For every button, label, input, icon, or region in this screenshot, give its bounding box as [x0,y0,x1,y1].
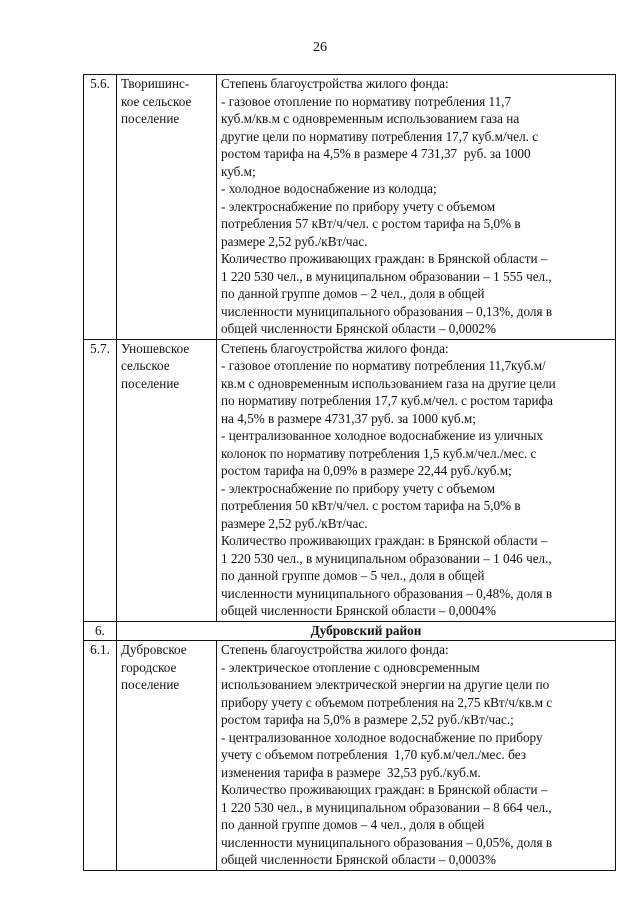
description-line: размере 2,52 руб./кВт/час. [221,233,368,249]
description-line: кв.м с одновременным использованием газа на другие цели [221,375,556,391]
description-line: ростом тарифа на 4,5% в размере 4 731,37 руб. за 1000 [221,146,531,161]
table-row [84,641,616,871]
description-line: учету с объемом потребления 1,70 куб.м/чел./мес. без [221,747,526,762]
description-line: общей численности Брянской области – 0,0003% [221,852,496,867]
description-line: куб.м; [221,163,256,179]
description-line: - централизованное холодное водоснабжение из уличных [221,428,543,443]
description-line: потребления 50 кВт/ч/чел. с ростом тарифа на 5,0% в [221,498,521,513]
description-line: по данной группе домов – 4 чел., доля в общей [221,817,485,832]
settlement-name-line: сельское [121,358,170,373]
section-number: 6. [84,621,117,641]
row-number: 5.6. [84,75,117,340]
settlement-name-line: Уношевское [121,340,190,356]
description-line: по данной группе домов – 5 чел., доля в общей [221,568,485,583]
housing-description [217,641,616,871]
description-line: потребления 57 кВт/ч/чел. с ростом тарифа на 5,0% в [221,216,521,231]
table-row [84,339,616,621]
settlement-name-line: поселение [121,677,180,692]
description-line: Количество проживающих граждан: в Брянской области – [221,533,548,548]
description-line: использованием электрической энергии на другие цели по [221,677,550,692]
description-line: Степень благоустройства жилого фонда: [221,642,449,657]
description-line: изменения тарифа в размере 32,53 руб./куб.м. [221,764,481,780]
description-line: другие цели по нормативу потребления 17,7 куб.м/чел. с [221,128,539,144]
settlement-name [117,339,217,621]
description-line: размере 2,52 руб./кВт/час. [221,515,368,531]
description-line: Степень благоустройства жилого фонда: [221,340,449,356]
description-line: Количество проживающих граждан: в Брянской области – [221,251,548,266]
settlement-name-line: кое сельское [121,93,192,109]
description-line: 1 220 530 чел., в муниципальном образовании – 1 555 чел., [221,268,552,284]
table-row [84,75,616,340]
settlement-name-line: городское [121,659,177,675]
description-line: на 4,5% в размере 4731,37 руб. за 1000 куб.м; [221,410,476,426]
description-line: - электроснабжение по прибору учету с объемом [221,198,496,214]
description-line: ростом тарифа на 0,09% в размере 22,44 руб./куб.м; [221,463,512,478]
description-line: - электрическое отопление с одновсременным [221,659,480,675]
row-number: 6.1. [84,641,117,871]
description-line: численности муниципального образования – 0,13%, доля в [221,303,553,319]
settlement-name [117,75,217,340]
description-line: куб.м/кв.м с одновременным использованием газа на [221,111,520,126]
description-line: общей численности Брянской области – 0,0004% [221,603,496,618]
description-line: ростом тарифа на 5,0% в размере 2,52 руб./кВт/час.; [221,712,514,727]
description-line: - холодное водоснабжение из колодца; [221,181,437,196]
description-line: - централизованное холодное водоснабжение по прибору [221,729,543,745]
description-line: по данной группе домов – 2 чел., доля в общей [221,286,485,301]
description-line: Степень благоустройства жилого фонда: [221,76,449,91]
settlement-name-line: Дубровское [121,642,187,657]
section-row [84,621,616,641]
housing-description [217,75,616,340]
description-line: - электроснабжение по прибору учету с объемом [221,480,496,496]
settlement-name-line: Творишинс- [121,76,190,91]
description-line: по нормативу потребления 17,7 куб.м/чел. с ростом тарифа [221,393,553,408]
row-number: 5.7. [84,339,117,621]
section-title: Дубровский район [117,621,616,641]
description-line: 1 220 530 чел., в муниципальном образовании – 8 664 чел., [221,799,552,815]
description-line: колонок по нормативу потребления 1,5 куб.м/чел./мес. с [221,445,537,461]
description-line: прибору учету с объемом потребления на 2,75 кВт/ч/кв.м с [221,694,553,710]
housing-description [217,339,616,621]
settlement-name-line: поселение [121,111,180,126]
settlements-table [83,74,616,871]
page-number: 26 [313,40,327,55]
description-line: Количество проживающих граждан: в Брянской области – [221,782,548,797]
description-line: 1 220 530 чел., в муниципальном образовании – 1 046 чел., [221,550,552,566]
description-line: численности муниципального образования – 0,05%, доля в [221,834,553,850]
settlement-name [117,641,217,871]
description-line: численности муниципального образования – 0,48%, доля в [221,585,553,601]
description-line: - газовое отопление по нормативу потребления 11,7куб.м/ [221,358,546,373]
description-line: общей численности Брянской области – 0,0002% [221,321,496,336]
settlement-name-line: поселение [121,375,180,391]
description-line: - газовое отопление по нормативу потребления 11,7 [221,93,512,109]
